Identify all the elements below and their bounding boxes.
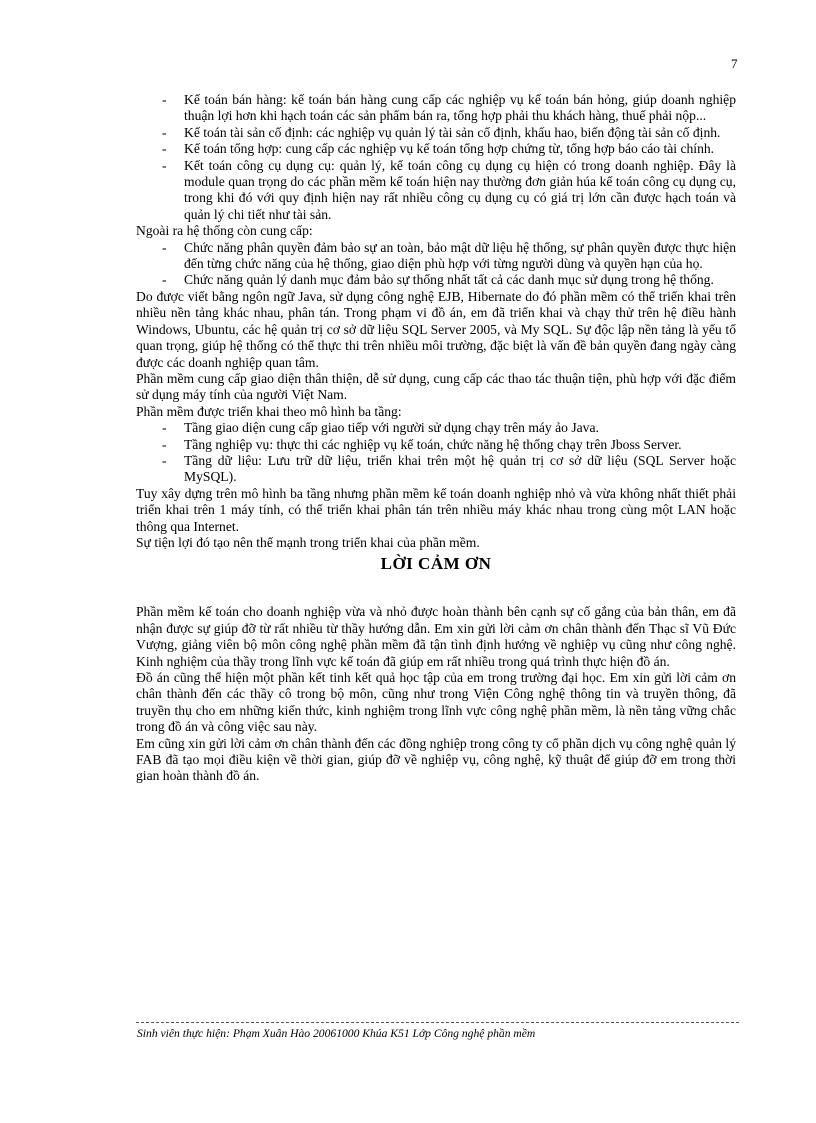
paragraph: Phần mềm kế toán cho doanh nghiệp vừa và nhỏ được hoàn thành bên cạnh sự cố gắng của bản thân, em đã nhận được sự giúp đỡ từ rất nhiều từ thầy hướng dẫn. Em xin gửi lời cảm ơn chân thành đến Thạc sĩ Vũ Đức Vượng, giảng viên bộ môn công nghệ phần mềm đã tận tình định hướng về nghiệp vụ cũng như công nghệ. Kinh nghiệm của thầy trong lĩnh vực kế toán đã giúp em rất nhiều trong quá trình thực hiện đồ án. xyxy=(136,604,736,669)
list-item: - Chức năng quản lý danh mục đảm bảo sự thống nhất tất cả các danh mục sử dụng trong hệ thống. xyxy=(136,272,736,288)
paragraph: Sự tiện lợi đó tạo nên thế mạnh trong triển khai của phần mềm. xyxy=(136,534,480,550)
list-item: - Kế toán tài sản cố định: các nghiệp vụ quản lý tài sản cố định, khấu hao, biến động tài sản cố định. xyxy=(136,125,736,141)
list-item: - Kế toán bán hàng: kế toán bán hàng cung cấp các nghiệp vụ kế toán bán hỏng, giúp doanh nghiệp thuận lợi hơn khi hạch toán các sản phẩm bán ra, tổng hợp phải thu khách hàng, thuế phải nộp... xyxy=(136,92,736,125)
list-item: - Chức năng phân quyền đảm bảo sự an toàn, bảo mật dữ liệu hệ thống, sự phân quyền được thực hiện đến từng chức năng của hệ thống, giao diện phù hợp với từng người dùng và quyền hạn của họ. xyxy=(136,240,736,273)
list-item: - Kế toán tổng hợp: cung cấp các nghiệp vụ kế toán tổng hợp chứng từ, tổng hợp báo cáo tài chính. xyxy=(136,141,736,157)
list-item: - Tầng dữ liệu: Lưu trữ dữ liệu, triển khai trên một hệ quản trị cơ sở dữ liệu (SQL Server hoặc MySQL). xyxy=(136,453,736,486)
accounting-modules-list xyxy=(136,92,736,223)
system-features-list xyxy=(136,240,736,289)
list-item: - Tầng nghiệp vụ: thực thi các nghiệp vụ kế toán, chức năng hệ thống chạy trên Jboss Server. xyxy=(136,437,736,453)
list-item: - Kết toán công cụ dụng cụ: quản lý, kế toán công cụ dụng cụ hiện có trong doanh nghiệp. Đây là module quan trọng do các phần mềm kế toán hiện nay thường đơn giản húa kế toán công cụ dụng cụ, trong khi đó với quy định hiện nay rất nhiều công cụ dụng cụ có giá trị lớn cần được hạch toán và quản lý chi tiết như tài sản. xyxy=(136,158,736,224)
paragraph: Đồ án cũng thể hiện một phần kết tinh kết quả học tập của em trong trường đại học. Em xin gửi lời cảm ơn chân thành đến các thầy cô trong bộ môn, cũng như trong Viện Công nghệ thông tin và truyền thông, đã truyền thụ cho em những kiến thức, kinh nghiệm trong lĩnh vực công nghệ phần mềm, là nền tảng vững chắc trong đồ án và công việc sau này. xyxy=(136,670,736,735)
section-heading: LỜI CẢM ƠN xyxy=(380,554,492,574)
page-footer: Sinh viên thực hiện: Phạm Xuân Hào 20061000 Khúa K51 Lớp Công nghệ phần mềm xyxy=(137,1027,536,1040)
list-item: - Tầng giao diện cung cấp giao tiếp với người sử dụng chạy trên máy ảo Java. xyxy=(136,420,736,436)
paragraph: Do được viết bằng ngôn ngữ Java, sử dụng công nghệ EJB, Hibernate do đó phần mềm có thể triển khai trên nhiều nền tảng khác nhau, phân tán. Trong phạm vi đồ án, em đã triển khai và chạy thử trên hệ điều hành Windows, Ubuntu, các hệ quản trị cơ sở dữ liệu SQL Server 2005, và My SQL. Sự độc lập nền tảng là yếu tố quan trọng, giúp hệ thống có thể thực thi trên nhiều môi trường, đặc biệt là vấn đề bản quyền đang ngày càng được các doanh nghiệp quan tâm. xyxy=(136,288,736,370)
paragraph: Phần mềm cung cấp giao diện thân thiện, dễ sử dụng, cung cấp các thao tác thuận tiện, phù hợp với đặc điểm sử dụng máy tính của người Việt Nam. xyxy=(136,370,736,403)
three-tier-list xyxy=(136,420,736,486)
paragraph: Em cũng xin gửi lời cảm ơn chân thành đến các đồng nghiệp trong công ty cổ phần dịch vụ công nghệ quản lý FAB đã tạo mọi điều kiện về thời gian, giúp đỡ về nghiệp vụ, công nghệ, kỹ thuật để giúp đỡ em trong thời gian hoàn thành đồ án. xyxy=(136,735,736,784)
paragraph: Phần mềm được triển khai theo mô hình ba tầng: xyxy=(136,403,402,419)
paragraph: Ngoài ra hệ thống còn cung cấp: xyxy=(136,223,313,239)
paragraph: Tuy xây dựng trên mô hình ba tầng nhưng phần mềm kế toán doanh nghiệp nhỏ và vừa không nhất thiết phải triển khai trên 1 máy tính, có thể triển khai phân tán trên nhiều máy khác nhau trong cùng một LAN hoặc thông qua Internet. xyxy=(136,485,736,534)
document-body xyxy=(136,92,736,785)
footer-divider xyxy=(136,1022,739,1023)
page-number: 7 xyxy=(731,56,738,71)
